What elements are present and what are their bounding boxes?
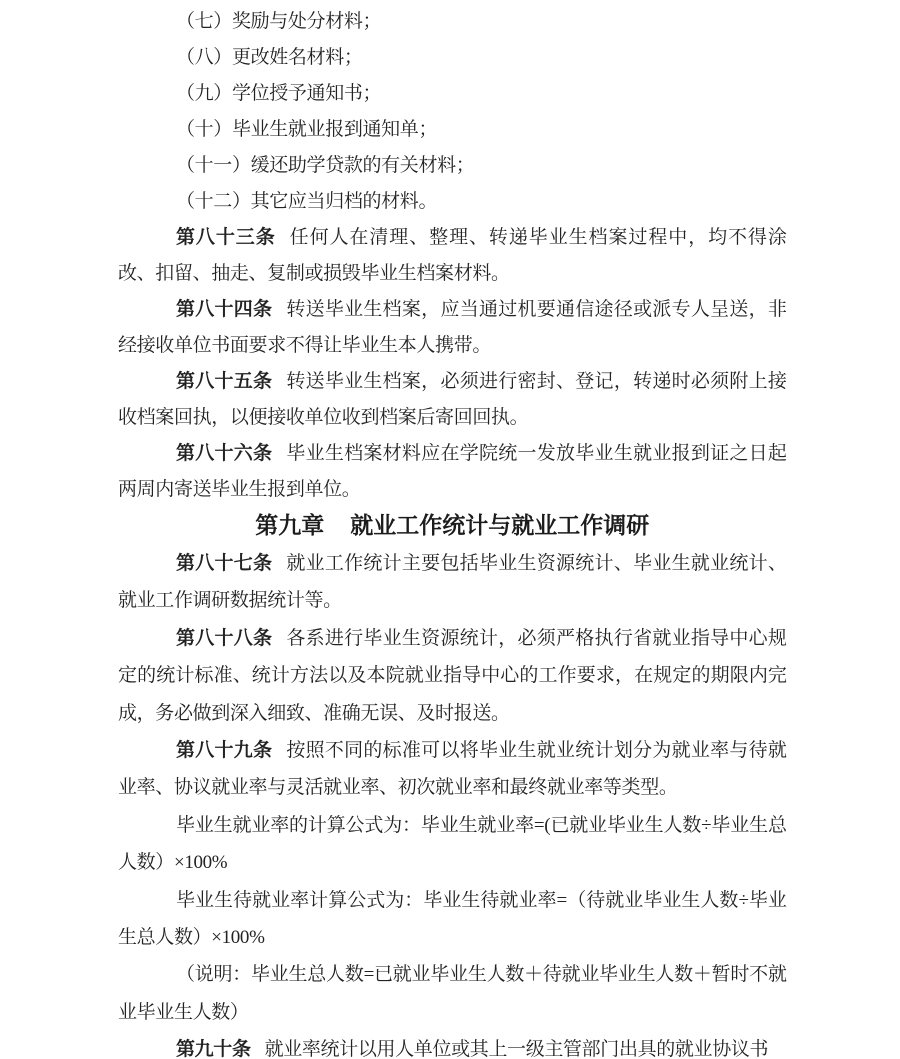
clause-item-8-text: （八）更改姓名材料；: [176, 47, 363, 68]
article-87: [118, 545, 787, 620]
article-89-number: 第八十九条: [176, 740, 273, 762]
note-total-graduates: [118, 956, 787, 1031]
article-89-text: 按照不同的标准可以将毕业生就业统计划分为就业率与待就业率、协议就业率与灵活就业率、初次就业率和最终就业率等类型。: [118, 740, 787, 799]
article-86-text: 毕业生档案材料应在学院统一发放毕业生就业报到证之日起两周内寄送毕业生报到单位。: [118, 443, 787, 500]
clause-item-8: [118, 40, 787, 76]
article-84-text: 转送毕业生档案，应当通过机要通信途径或派专人呈送，非经接收单位书面要求不得让毕业生本人携带。: [118, 299, 787, 356]
article-89: [118, 732, 787, 807]
article-88-text: 各系进行毕业生资源统计，必须严格执行省就业指导中心规定的统计标准、统计方法以及本院就业指导中心的工作要求，在规定的期限内完成，务必做到深入细致、准确无误、及时报送。: [118, 627, 787, 724]
clause-item-12: [118, 184, 787, 220]
formula-employment-rate-text: 毕业生就业率的计算公式为：毕业生就业率=(已就业毕业生人数÷毕业生总人数）×100%: [118, 814, 787, 874]
section-archive-materials: [118, 4, 787, 508]
clause-item-10: [118, 112, 787, 148]
article-85: [118, 364, 787, 436]
article-90-number: 第九十条: [176, 1039, 251, 1059]
clause-item-7-text: （七）奖励与处分材料；: [176, 11, 382, 32]
article-85-number: 第八十五条: [176, 371, 273, 392]
clause-item-12-text: （十二）其它应当归档的材料。: [176, 191, 438, 212]
clause-item-7: [118, 4, 787, 40]
formula-employment-rate: [118, 807, 787, 882]
chapter-9-number: 第九章: [255, 513, 325, 538]
article-90-text: 就业率统计以用人单位或其上一级主管部门出具的就业协议书: [264, 1039, 769, 1059]
clause-item-10-text: （十）毕业生就业报到通知单；: [176, 119, 438, 140]
article-85-text: 转送毕业生档案，必须进行密封、登记，转递时必须附上接收档案回执，以便接收单位收到档案后寄回回执。: [118, 371, 787, 428]
formula-pending-employment-rate: [118, 882, 787, 957]
article-88-number: 第八十八条: [176, 627, 273, 649]
article-87-text: 就业工作统计主要包括毕业生资源统计、毕业生就业统计、就业工作调研数据统计等。: [118, 553, 787, 612]
article-84: [118, 292, 787, 364]
clause-item-11: [118, 148, 787, 184]
clause-item-9: [118, 76, 787, 112]
note-total-graduates-text: （说明：毕业生总人数=已就业毕业生人数＋待就业毕业生人数＋暂时不就业毕业生人数）: [118, 964, 787, 1023]
formula-pending-employment-rate-text: 毕业生待就业率计算公式为：毕业生待就业率=（待就业毕业生人数÷毕业生总人数）×100%: [118, 889, 787, 949]
chapter-9-heading: [118, 509, 787, 542]
document-text-column: [118, 4, 787, 1059]
article-90: [118, 1031, 787, 1059]
article-86-number: 第八十六条: [176, 443, 273, 464]
clause-item-11-text: （十一）缓还助学贷款的有关材料；: [176, 155, 475, 176]
section-employment-statistics: [118, 545, 787, 1059]
article-83: [118, 220, 787, 292]
article-86: [118, 436, 787, 508]
article-88: [118, 620, 787, 732]
clause-item-9-text: （九）学位授予通知书；: [176, 83, 382, 104]
chapter-9-title: 就业工作统计与就业工作调研: [350, 513, 650, 538]
article-83-number: 第八十三条: [176, 227, 276, 248]
article-84-number: 第八十四条: [176, 299, 273, 320]
article-83-text: 任何人在清理、整理、转递毕业生档案过程中，均不得涂改、扣留、抽走、复制或损毁毕业生档案材料。: [118, 227, 787, 284]
article-87-number: 第八十七条: [176, 553, 273, 574]
